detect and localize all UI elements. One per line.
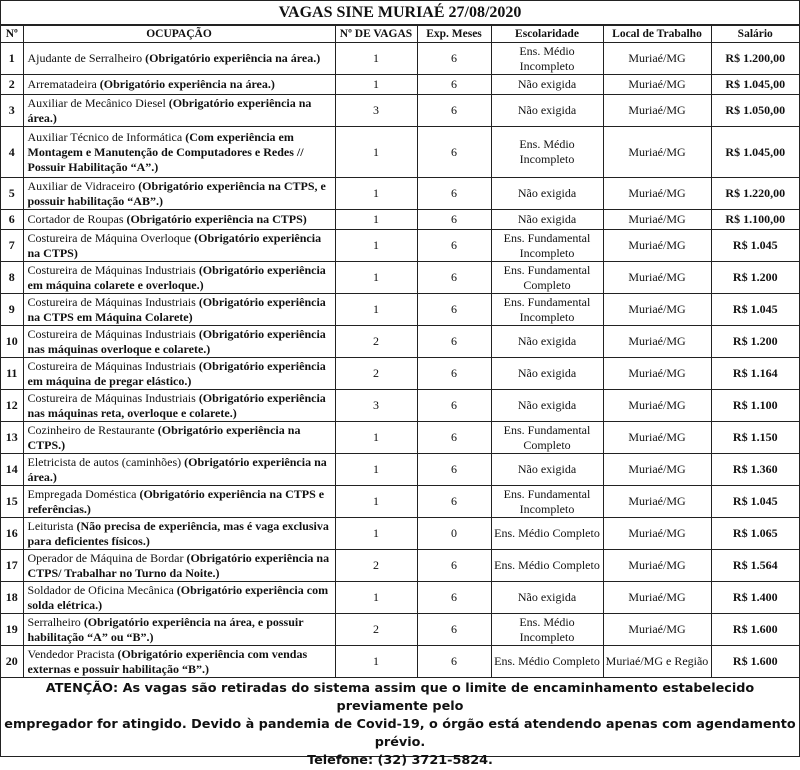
row-number: 16	[1, 518, 23, 550]
occupation-cell	[23, 230, 335, 262]
schooling-cell: Não exigida	[491, 358, 603, 390]
schooling-cell: Ens. Médio Completo	[491, 550, 603, 582]
occupation-cell	[23, 210, 335, 230]
experience-cell: 6	[417, 210, 491, 230]
workplace-cell: Muriaé/MG	[603, 486, 711, 518]
row-number: 18	[1, 582, 23, 614]
schooling-cell: Não exigida	[491, 178, 603, 210]
row-number: 1	[1, 43, 23, 75]
notice-phone: Telefone: (32) 3721-5824.	[307, 753, 493, 768]
table-row	[1, 646, 799, 678]
salary-cell: R$ 1.220,00	[711, 178, 799, 210]
table-row	[1, 127, 799, 178]
schooling-cell: Não exigida	[491, 582, 603, 614]
experience-cell: 6	[417, 262, 491, 294]
occupation-title: Ajudante de Serralheiro	[27, 51, 143, 65]
occupation-requirement: (Obrigatório experiência na área, e possuir habilitação “A” ou “B”.)	[27, 614, 304, 644]
occupation-cell	[23, 646, 335, 678]
table-row	[1, 230, 799, 262]
row-number: 17	[1, 550, 23, 582]
row-number: 13	[1, 422, 23, 454]
workplace-cell: Muriaé/MG	[603, 210, 711, 230]
openings-cell: 1	[335, 518, 417, 550]
table-row	[1, 95, 799, 127]
occupation-title: Leiturista	[27, 518, 74, 533]
workplace-cell: Muriaé/MG e Região	[603, 646, 711, 678]
salary-cell: R$ 1.400	[711, 582, 799, 614]
occupation-title: Eletricista de autos (caminhões)	[27, 454, 182, 469]
schooling-cell: Ens. Fundamental Completo	[491, 422, 603, 454]
row-number: 5	[1, 178, 23, 210]
workplace-cell: Muriaé/MG	[603, 230, 711, 262]
openings-cell: 2	[335, 550, 417, 582]
schooling-cell: Não exigida	[491, 390, 603, 422]
occupation-title: Costureira de Máquinas Industriais	[27, 262, 196, 277]
occupation-cell	[23, 75, 335, 95]
table-row	[1, 550, 799, 582]
experience-cell: 6	[417, 75, 491, 95]
experience-cell: 6	[417, 454, 491, 486]
page-title: VAGAS SINE MURIAÉ 27/08/2020	[1, 1, 799, 25]
occupation-requirement: (Obrigatório experiência na CTPS, e possuir habilitação “AB”.)	[27, 178, 326, 208]
occupation-cell	[23, 326, 335, 358]
occupation-cell	[23, 518, 335, 550]
row-number: 2	[1, 75, 23, 95]
workplace-cell: Muriaé/MG	[603, 614, 711, 646]
occupation-requirement: (Obrigatório experiência na área.)	[145, 51, 321, 65]
occupation-cell	[23, 582, 335, 614]
occupation-cell	[23, 614, 335, 646]
experience-cell: 6	[417, 230, 491, 262]
occupation-requirement: (Com experiência em Montagem e Manutenção de Computadores e Redes // Possuir Habilitação “A”.)	[27, 129, 304, 174]
occupation-requirement: (Obrigatório experiência em máquina colarete e overloque.)	[27, 262, 326, 292]
workplace-cell: Muriaé/MG	[603, 75, 711, 95]
row-number: 9	[1, 294, 23, 326]
experience-cell: 6	[417, 127, 491, 178]
workplace-cell: Muriaé/MG	[603, 127, 711, 178]
table-row	[1, 326, 799, 358]
occupation-title: Arrematadeira	[27, 77, 97, 91]
table-header-row	[1, 26, 799, 43]
experience-cell: 6	[417, 614, 491, 646]
row-number: 4	[1, 127, 23, 178]
experience-cell: 6	[417, 178, 491, 210]
occupation-requirement: (Obrigatório experiência na CTPS.)	[27, 422, 301, 452]
occupation-title: Cozinheiro de Restaurante	[27, 422, 155, 437]
schooling-cell: Não exigida	[491, 75, 603, 95]
salary-cell: R$ 1.045,00	[711, 75, 799, 95]
experience-cell: 6	[417, 358, 491, 390]
table-row	[1, 178, 799, 210]
notice-footer	[1, 678, 799, 770]
salary-cell: R$ 1.050,00	[711, 95, 799, 127]
workplace-cell: Muriaé/MG	[603, 294, 711, 326]
workplace-cell: Muriaé/MG	[603, 582, 711, 614]
salary-cell: R$ 1.045	[711, 230, 799, 262]
salary-cell: R$ 1.065	[711, 518, 799, 550]
table-row	[1, 582, 799, 614]
row-number: 11	[1, 358, 23, 390]
occupation-requirement: (Obrigatório experiência na área.)	[27, 454, 327, 484]
occupation-cell	[23, 262, 335, 294]
openings-cell: 2	[335, 358, 417, 390]
occupation-cell	[23, 550, 335, 582]
openings-cell: 1	[335, 422, 417, 454]
salary-cell: R$ 1.045,00	[711, 127, 799, 178]
occupation-title: Costureira de Máquina Overloque	[27, 230, 192, 245]
occupation-cell	[23, 127, 335, 178]
occupation-title: Vendedor Pracista	[27, 646, 115, 661]
workplace-cell: Muriaé/MG	[603, 262, 711, 294]
row-number: 10	[1, 326, 23, 358]
openings-cell: 1	[335, 43, 417, 75]
row-number: 19	[1, 614, 23, 646]
workplace-cell: Muriaé/MG	[603, 390, 711, 422]
experience-cell: 6	[417, 326, 491, 358]
occupation-requirement: (Obrigatório experiência com vendas externas e possuir habilitação “B”.)	[27, 646, 308, 676]
occupation-cell	[23, 95, 335, 127]
table-row	[1, 210, 799, 230]
col-header-openings: Nº DE VAGAS	[335, 26, 417, 43]
table-row	[1, 358, 799, 390]
table-row	[1, 75, 799, 95]
occupation-title: Cortador de Roupas	[27, 212, 124, 226]
row-number: 12	[1, 390, 23, 422]
salary-cell: R$ 1.600	[711, 614, 799, 646]
row-number: 15	[1, 486, 23, 518]
occupation-title: Empregada Doméstica	[27, 486, 137, 501]
table-row	[1, 422, 799, 454]
col-header-experience: Exp. Meses	[417, 26, 491, 43]
workplace-cell: Muriaé/MG	[603, 326, 711, 358]
row-number: 8	[1, 262, 23, 294]
experience-cell: 6	[417, 422, 491, 454]
experience-cell: 6	[417, 582, 491, 614]
openings-cell: 1	[335, 230, 417, 262]
jobs-table	[1, 25, 799, 678]
table-row	[1, 614, 799, 646]
occupation-requirement: (Obrigatório experiência na CTPS)	[126, 212, 307, 226]
occupation-cell	[23, 454, 335, 486]
occupation-requirement: (Obrigatório experiência na CTPS/ Trabalhar no Turno da Noite.)	[27, 550, 330, 580]
salary-cell: R$ 1.045	[711, 294, 799, 326]
row-number: 7	[1, 230, 23, 262]
table-row	[1, 294, 799, 326]
col-header-schooling: Escolaridade	[491, 26, 603, 43]
openings-cell: 1	[335, 646, 417, 678]
workplace-cell: Muriaé/MG	[603, 518, 711, 550]
openings-cell: 2	[335, 614, 417, 646]
openings-cell: 1	[335, 210, 417, 230]
openings-cell: 1	[335, 294, 417, 326]
schooling-cell: Não exigida	[491, 326, 603, 358]
table-row	[1, 518, 799, 550]
notice-line-1: ATENÇÃO: As vagas são retiradas do sistema assim que o limite de encaminhamento estabelecido previamente pelo	[45, 681, 755, 714]
occupation-requirement: (Obrigatório experiência na CTPS em Máquina Colarete)	[27, 294, 326, 324]
col-header-number: Nº	[1, 26, 23, 43]
experience-cell: 6	[417, 43, 491, 75]
openings-cell: 3	[335, 390, 417, 422]
occupation-cell	[23, 486, 335, 518]
workplace-cell: Muriaé/MG	[603, 550, 711, 582]
occupation-requirement: (Obrigatório experiência nas máquinas overloque e colarete.)	[27, 326, 326, 356]
openings-cell: 1	[335, 178, 417, 210]
salary-cell: R$ 1.150	[711, 422, 799, 454]
workplace-cell: Muriaé/MG	[603, 43, 711, 75]
occupation-title: Costureira de Máquinas Industriais	[27, 294, 196, 309]
schooling-cell: Ens. Médio Incompleto	[491, 127, 603, 178]
salary-cell: R$ 1.100,00	[711, 210, 799, 230]
row-number: 3	[1, 95, 23, 127]
row-number: 6	[1, 210, 23, 230]
experience-cell: 0	[417, 518, 491, 550]
schooling-cell: Ens. Médio Completo	[491, 646, 603, 678]
experience-cell: 6	[417, 294, 491, 326]
schooling-cell: Ens. Fundamental Completo	[491, 262, 603, 294]
occupation-title: Costureira de Máquinas Industriais	[27, 390, 196, 405]
salary-cell: R$ 1.045	[711, 486, 799, 518]
openings-cell: 1	[335, 75, 417, 95]
experience-cell: 6	[417, 486, 491, 518]
experience-cell: 6	[417, 550, 491, 582]
salary-cell: R$ 1.164	[711, 358, 799, 390]
occupation-cell	[23, 390, 335, 422]
openings-cell: 1	[335, 486, 417, 518]
schooling-cell: Ens. Médio Incompleto	[491, 614, 603, 646]
occupation-title: Costureira de Máquinas Industriais	[27, 358, 196, 373]
workplace-cell: Muriaé/MG	[603, 454, 711, 486]
occupation-requirement: (Obrigatório experiência na CTPS)	[27, 230, 322, 260]
occupation-requirement: (Obrigatório experiência com solda elétrica.)	[27, 582, 329, 612]
salary-cell: R$ 1.360	[711, 454, 799, 486]
openings-cell: 1	[335, 127, 417, 178]
occupation-title: Operador de Máquina de Bordar	[27, 550, 184, 565]
occupation-requirement: (Obrigatório experiência na CTPS e referências.)	[27, 486, 325, 516]
schooling-cell: Não exigida	[491, 95, 603, 127]
openings-cell: 3	[335, 95, 417, 127]
table-row	[1, 486, 799, 518]
col-header-workplace: Local de Trabalho	[603, 26, 711, 43]
openings-cell: 2	[335, 326, 417, 358]
occupation-title: Costureira de Máquinas Industriais	[27, 326, 196, 341]
occupation-title: Serralheiro	[27, 614, 81, 629]
schooling-cell: Ens. Fundamental Incompleto	[491, 230, 603, 262]
salary-cell: R$ 1.200,00	[711, 43, 799, 75]
schooling-cell: Ens. Fundamental Incompleto	[491, 294, 603, 326]
experience-cell: 6	[417, 95, 491, 127]
occupation-title: Auxiliar de Vidraceiro	[27, 178, 136, 193]
schooling-cell: Ens. Médio Completo	[491, 518, 603, 550]
workplace-cell: Muriaé/MG	[603, 358, 711, 390]
occupation-title: Soldador de Oficina Mecânica	[27, 582, 174, 597]
row-number: 14	[1, 454, 23, 486]
occupation-cell	[23, 358, 335, 390]
schooling-cell: Ens. Médio Incompleto	[491, 43, 603, 75]
workplace-cell: Muriaé/MG	[603, 422, 711, 454]
salary-cell: R$ 1.564	[711, 550, 799, 582]
col-header-occupation: OCUPAÇÃO	[23, 26, 335, 43]
occupation-cell	[23, 178, 335, 210]
salary-cell: R$ 1.600	[711, 646, 799, 678]
table-row	[1, 390, 799, 422]
occupation-title: Auxiliar Técnico de Informática	[27, 129, 183, 144]
occupation-cell	[23, 43, 335, 75]
experience-cell: 6	[417, 390, 491, 422]
table-row	[1, 43, 799, 75]
occupation-requirement: (Obrigatório experiência nas máquinas reta, overloque e colarete.)	[27, 390, 326, 420]
occupation-requirement: (Obrigatório experiência na área.)	[27, 95, 312, 125]
occupation-requirement: (Não precisa de experiência, mas é vaga exclusiva para deficientes físicos.)	[27, 518, 329, 548]
workplace-cell: Muriaé/MG	[603, 95, 711, 127]
occupation-title: Auxiliar de Mecânico Diesel	[27, 95, 166, 110]
openings-cell: 1	[335, 262, 417, 294]
schooling-cell: Não exigida	[491, 210, 603, 230]
col-header-salary: Salário	[711, 26, 799, 43]
experience-cell: 6	[417, 646, 491, 678]
salary-cell: R$ 1.200	[711, 326, 799, 358]
occupation-requirement: (Obrigatório experiência na área.)	[99, 77, 275, 91]
openings-cell: 1	[335, 582, 417, 614]
salary-cell: R$ 1.100	[711, 390, 799, 422]
table-row	[1, 454, 799, 486]
openings-cell: 1	[335, 454, 417, 486]
table-row	[1, 262, 799, 294]
salary-cell: R$ 1.200	[711, 262, 799, 294]
schooling-cell: Não exigida	[491, 454, 603, 486]
schooling-cell: Ens. Fundamental Incompleto	[491, 486, 603, 518]
workplace-cell: Muriaé/MG	[603, 178, 711, 210]
occupation-cell	[23, 294, 335, 326]
notice-line-2: empregador for atingido. Devido à pandemia de Covid-19, o órgão está atendendo apenas com agendamento prévio.	[4, 717, 796, 750]
occupation-cell	[23, 422, 335, 454]
row-number: 20	[1, 646, 23, 678]
occupation-requirement: (Obrigatório experiência em máquina de pregar elástico.)	[27, 358, 326, 388]
